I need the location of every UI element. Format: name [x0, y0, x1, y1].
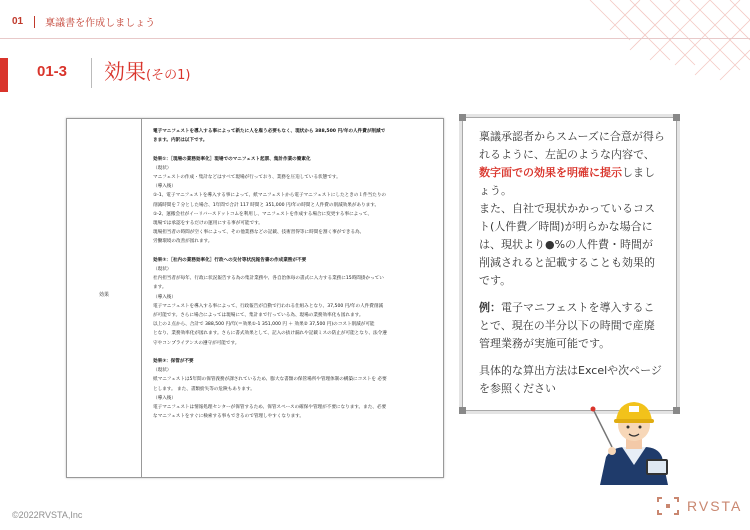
page-title: [104, 56, 190, 86]
board-highlight: 数字面での効果を明確に提示: [479, 166, 622, 179]
document-line: が可能です。さらに場合によっては現場にて、集計まで行っている為、現場の業務効率化も図れます。: [153, 313, 364, 319]
board-paragraph-4: 具体的な算出方法はExcelや次ページを参照ください: [479, 364, 662, 395]
document-line: 効果②：［社内の業務効率化］行政への交付等状況報告書の作成業務が不要: [153, 257, 307, 263]
document-line: マニフェストの作成・集計などはすべて現場が行っており、業務を圧迫している状態です。: [153, 175, 341, 180]
row-label-cell: [67, 119, 142, 477]
document-line: なマニフェストをすぐに検索する事もできるので管理しやすくなります。: [153, 414, 304, 420]
document-line: 削減時間を７分とした場合、1年間で合計 117 時間と 351,000 円/年の時間と人件費の削減効果があります。: [153, 202, 380, 208]
row-label: 効果: [98, 292, 109, 298]
document-line: 守やコンプライアンスの遵守が可能です。: [153, 340, 240, 346]
page-number: 01-3: [37, 63, 68, 80]
page-title-main: 効果: [104, 60, 146, 84]
document-line: 電子マニフェストを導入する事によって新たに人を雇う必要もなく、現状から 388,500 円/年の人件費が削減で: [153, 129, 386, 134]
worker-illustration: [582, 385, 682, 485]
document-line: ①-2、運搬会社がイーリバースドットコムを利用し、マニフェストを作成する場合に変更する事によって、: [153, 211, 372, 217]
document-excerpt: [66, 118, 444, 478]
board-p1-text: 稟議承認者からスムーズに合意が得られるように、左記のような内容で、: [479, 130, 665, 161]
whiteboard: [462, 117, 677, 411]
section-divider: [34, 16, 35, 28]
board-corner: [673, 114, 680, 121]
logo-text: RVSTA: [687, 498, 743, 514]
document-line: 現場担当者の時間が空く事によって、その他業務などの記載、技術習得等に時間を割く事ができる為、: [153, 230, 365, 236]
blank-line: [153, 247, 435, 256]
copyright: ©2022RVSTA,Inc: [12, 510, 83, 520]
section-title: 稟議書を作成しましょう: [45, 18, 156, 29]
grid-decoration: [570, 0, 750, 95]
section-header: [12, 14, 155, 29]
document-line: （現状）: [153, 267, 172, 273]
board-corner: [459, 407, 466, 414]
board-paragraph-1: [479, 128, 665, 200]
document-line: （導入後）: [153, 184, 176, 190]
document-line: 社内担当者が毎年、行政に状況報告する為の集計業務や、各自治体毎の書式に入力する業務に15時間掛かってい: [153, 276, 384, 282]
example-text: 電子マニフェストを導入するこ とで、現在の半分以下の時間で産廃 管理業務が実施可能です。: [479, 301, 666, 350]
blank-line: [153, 145, 435, 154]
document-line: ます。: [153, 285, 167, 291]
board-corner: [459, 114, 466, 121]
header-rule: [0, 38, 750, 39]
document-line: 電子マニフェストを導入する事によって、行政報告が自動で行われる仕組みとなり、37,500 円/年の人件費削減: [153, 303, 384, 309]
board-text: [479, 128, 665, 398]
document-line: （現状）: [153, 165, 172, 171]
document-line: とします。 また、書類紛失等の危険もあります。: [153, 386, 255, 392]
page-subtitle: (その1): [146, 68, 191, 83]
document-line: 効果①：［現場の業務効率化］現場でのマニフェスト起票、集計作業の簡素化: [153, 156, 311, 162]
title-accent-bar: [0, 58, 8, 92]
document-line: （導入後）: [153, 395, 176, 401]
document-line: 現場では承認をするだけの運用にする事が可能です。: [153, 221, 263, 227]
document-body: [153, 127, 435, 421]
document-line: きます。内訳は以下です。: [153, 138, 208, 144]
board-paragraph-3: [479, 299, 665, 353]
board-p1-end: しましょう。: [479, 166, 655, 197]
document-line: （導入後）: [153, 294, 176, 300]
document-line: となり、業務効率化が図れます。さらに書式効果として、記入の抜け漏れや記載ミスの防止が可能となり、法令遵: [153, 331, 387, 337]
document-line: 効果③：保管が不要: [153, 359, 194, 365]
company-logo: [655, 495, 742, 517]
example-label: 例：: [479, 301, 501, 314]
document-line: ①-1、電子マニフェストを導入する事によって、紙マニフェストから電子マニフェストにしたときの１件当たりの: [153, 193, 387, 199]
logo-mark-icon: [655, 495, 681, 517]
document-line: 以上の２点から、合計で 388,500 円/年(＝効果①-1 351,000 円 ＋ 効果② 37,500 円)のコスト削減が可能: [153, 322, 375, 328]
board-paragraph-2: また、自社で現状かかっているコス ト(人件費／時間)が明らかな場合に は、現状より●%の人件費・時間が 削減されると記載することも効果的 です。: [479, 202, 666, 287]
blank-line: [153, 348, 435, 357]
document-line: 紙マニフェストは5年間の保管義務が課されているため、膨大な書類の保管場所や管理体制の構築にコストを 必要: [153, 377, 387, 383]
document-line: 労働環境の改善が図れます。: [153, 239, 213, 245]
document-line: （現状）: [153, 368, 172, 374]
document-line: 電子マニフェストは情報処理センターが保管するため、保管スペースの確保や管理が不要になります。また、必要: [153, 405, 387, 411]
section-number: 01: [12, 16, 24, 27]
title-divider: [91, 58, 92, 88]
